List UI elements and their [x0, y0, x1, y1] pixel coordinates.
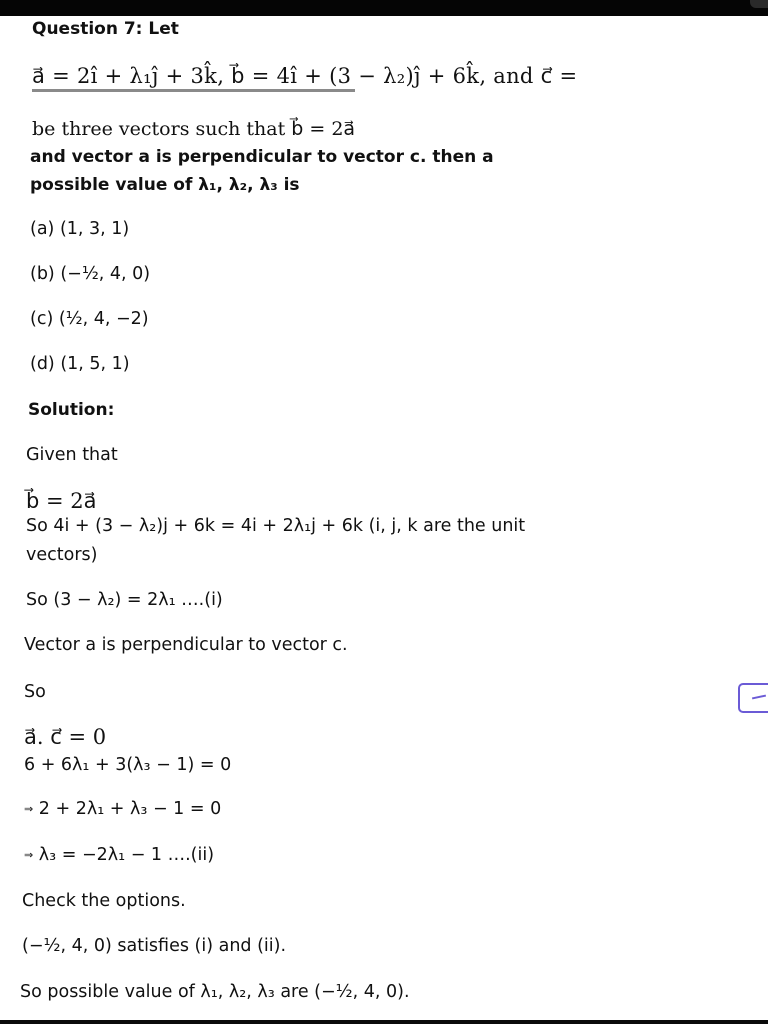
component-equation-line-2: vectors)	[26, 545, 98, 565]
condition-line-2: possible value of λ₁, λ₂, λ₃ is	[30, 175, 300, 195]
option-b: (b) (−½, 4, 0)	[30, 264, 151, 284]
top-status-bar	[0, 0, 768, 16]
option-d: (d) (1, 5, 1)	[30, 354, 130, 374]
top-corner-mark	[750, 0, 768, 8]
dot-product-equation: a⃗. c⃗ = 0	[24, 725, 107, 749]
bottom-bar	[0, 1020, 768, 1024]
expansion-line-3-text: λ₃ = −2λ₁ − 1 ….(ii)	[38, 845, 215, 865]
vectors-line: be three vectors such that b⃗ = 2a⃗	[32, 118, 356, 140]
expansion-line-2-text: 2 + 2λ₁ + λ₃ − 1 = 0	[38, 799, 222, 819]
solution-heading: Solution:	[28, 400, 115, 420]
vector-equation-text: a⃗ = 2î + λ₁ĵ + 3k̂, b⃗ = 4î + (3 − λ₂)ĵ + 6k̂, and c⃗ =	[32, 64, 578, 88]
expansion-line-2	[24, 799, 221, 819]
option-c: (c) (½, 4, −2)	[30, 309, 149, 329]
equation-i: So (3 − λ₂) = 2λ₁ ….(i)	[26, 590, 223, 610]
component-equation-line-1: So 4i + (3 − λ₂)j + 6k = 4i + 2λ₁j + 6k (i, j, k are the unit	[26, 516, 526, 536]
given-text: Given that	[26, 445, 118, 465]
conclusion-text: So possible value of λ₁, λ₂, λ₃ are (−½, 4, 0).	[20, 982, 410, 1002]
equation-b-equals-2a: b⃗ = 2a⃗	[26, 489, 97, 513]
expansion-line-3	[24, 845, 214, 865]
implies-arrow-icon: ⇒	[24, 848, 34, 862]
edit-pencil-icon[interactable]	[738, 683, 768, 713]
check-options-text: Check the options.	[22, 891, 186, 911]
implies-arrow-icon: ⇒	[24, 802, 34, 816]
so-text: So	[24, 682, 46, 702]
satisfies-text: (−½, 4, 0) satisfies (i) and (ii).	[22, 936, 287, 956]
condition-line-1: and vector a is perpendicular to vector c. then a	[30, 147, 494, 167]
equation-underline	[32, 89, 355, 92]
vector-equation	[32, 64, 577, 88]
perpendicular-statement: Vector a is perpendicular to vector c.	[24, 635, 348, 655]
question-title: Question 7: Let	[32, 19, 179, 39]
option-a: (a) (1, 3, 1)	[30, 219, 130, 239]
expansion-line-1: 6 + 6λ₁ + 3(λ₃ − 1) = 0	[24, 755, 232, 775]
